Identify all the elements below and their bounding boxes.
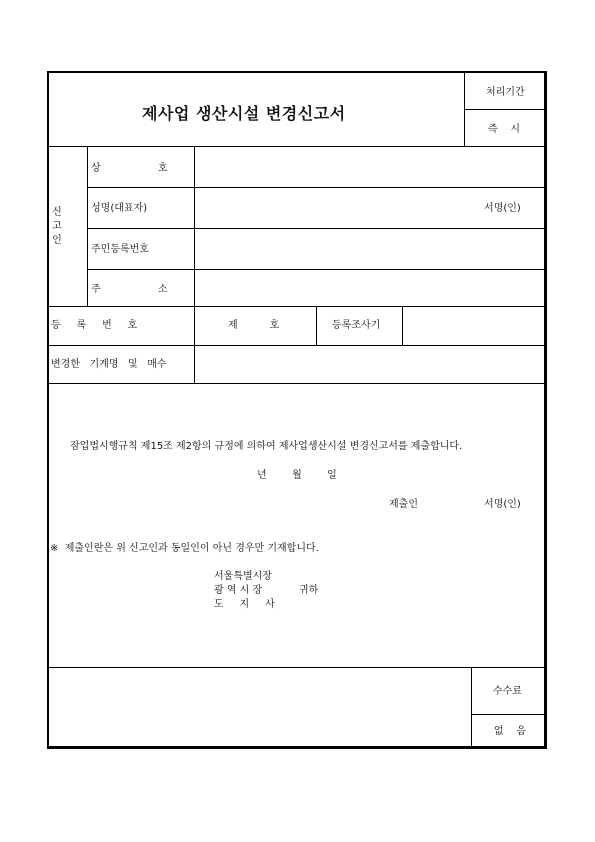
divider [194, 146, 195, 306]
divider [402, 306, 403, 345]
address-label: 주 소 [91, 284, 168, 295]
page-title: 제사업 생산시설 변경신고서 [142, 104, 346, 123]
divider [87, 187, 547, 188]
divider [194, 306, 195, 345]
divider [47, 345, 547, 346]
applicant-group-label: 신고인 [52, 207, 62, 246]
recipient-suffix: 귀하 [299, 585, 319, 596]
submitter-label: 제출인 [389, 499, 418, 510]
processing-period-label: 처리기간 [486, 87, 525, 98]
divider [47, 306, 547, 307]
recipient-seoul: 서울특별시장 [214, 571, 272, 582]
divider [47, 146, 547, 147]
registration-number-prefix: 제 호 [228, 320, 280, 331]
statement-text: 잠업법시행규칙 제15조 제2항의 규정에 의하여 제사업생산시설 변경신고서를 제출합니다. [70, 441, 463, 452]
submitter-signature: 서명(인) [484, 499, 521, 510]
representative-label: 성명(대표자) [91, 203, 148, 214]
divider [194, 345, 195, 383]
registration-number-label: 등 록 번 호 [51, 320, 138, 331]
divider [47, 383, 547, 384]
divider [471, 667, 472, 749]
resident-number-label: 주민등록번호 [91, 244, 149, 255]
registration-inspector-label: 등록조사기 [332, 320, 381, 331]
divider [87, 228, 547, 229]
machine-label: 변경한 기계명 및 매수 [51, 359, 167, 370]
divider [464, 109, 547, 110]
divider [87, 269, 547, 270]
date-line: 년 월 일 [257, 470, 337, 481]
divider [471, 714, 547, 715]
divider [316, 306, 317, 345]
representative-signature: 서명(인) [484, 203, 521, 214]
recipient-province: 도 지 사 [214, 599, 275, 610]
divider [47, 667, 547, 668]
trade-name-label: 상 호 [91, 163, 168, 174]
fee-label: 수수료 [493, 686, 522, 697]
fee-value: 없 음 [494, 726, 527, 737]
recipient-metro: 광 역 시 장 [214, 585, 263, 596]
divider [87, 146, 88, 306]
note-text: ※ 제출인란은 위 신고인과 동일인이 아닌 경우만 기재합니다. [50, 543, 319, 554]
processing-period-value: 즉 시 [488, 124, 521, 135]
